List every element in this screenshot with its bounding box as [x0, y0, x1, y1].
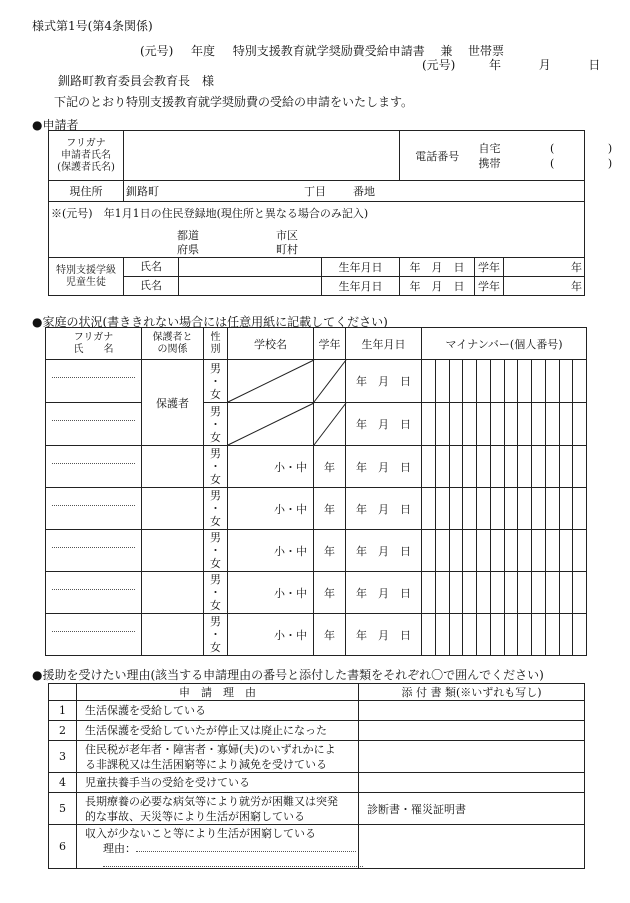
- mynumber-digit-cell[interactable]: [573, 572, 587, 614]
- family-school-field[interactable]: 小・中: [228, 488, 314, 530]
- mynumber-digit-cell[interactable]: [490, 403, 504, 446]
- mynumber-digit-cell[interactable]: [504, 614, 518, 656]
- mynumber-digit-cell[interactable]: [477, 446, 491, 488]
- applicant-name-label: フリガナ 申請者氏名 (保護者氏名): [49, 131, 124, 181]
- family-birth-field[interactable]: 年 月 日: [346, 403, 422, 446]
- mynumber-digit-cell[interactable]: [463, 530, 477, 572]
- student2-birth-label: 生年月日: [322, 277, 400, 296]
- mynumber-digit-cell[interactable]: [435, 360, 449, 403]
- family-member-name-field[interactable]: [46, 446, 142, 488]
- reason-docs[interactable]: 診断書・罹災証明書: [359, 793, 585, 825]
- family-member-name-field[interactable]: [46, 572, 142, 614]
- title-ken: 兼: [440, 44, 453, 58]
- title-era: (元号): [140, 44, 174, 58]
- reason-number[interactable]: 2: [49, 721, 77, 741]
- mynumber-digit-cell[interactable]: [559, 403, 573, 446]
- mynumber-digit-cell[interactable]: [435, 530, 449, 572]
- family-header-name: フリガナ 氏 名: [46, 328, 142, 360]
- family-school-na: [228, 360, 314, 403]
- family-grade-field[interactable]: 年: [314, 446, 346, 488]
- reason-docs[interactable]: [359, 721, 585, 741]
- family-member-name-field[interactable]: [46, 360, 142, 403]
- mynumber-digit-cell[interactable]: [518, 572, 532, 614]
- family-birth-field[interactable]: 年 月 日: [346, 530, 422, 572]
- reason-row: [49, 721, 585, 741]
- family-school-field[interactable]: 小・中: [228, 446, 314, 488]
- applicant-name-field[interactable]: [124, 131, 400, 181]
- reason-number[interactable]: 4: [49, 773, 77, 793]
- home-phone-label: 自宅: [478, 141, 501, 155]
- mynumber-digit-cell[interactable]: [477, 488, 491, 530]
- mynumber-digit-cell[interactable]: [504, 530, 518, 572]
- reason-docs[interactable]: [359, 741, 585, 773]
- family-row: [46, 614, 587, 656]
- mynumber-digit-cell[interactable]: [518, 403, 532, 446]
- address-town: 釧路町: [126, 185, 159, 198]
- mynumber-digit-cell[interactable]: [504, 488, 518, 530]
- student1-grade-label: 学年: [475, 258, 504, 277]
- mynumber-digit-cell[interactable]: [559, 572, 573, 614]
- reason-number[interactable]: 6: [49, 825, 77, 869]
- family-relation-field[interactable]: [142, 614, 204, 656]
- mynumber-digit-cell[interactable]: [532, 614, 546, 656]
- reason-docs[interactable]: [359, 773, 585, 793]
- mynumber-digit-cell[interactable]: [532, 403, 546, 446]
- reason-row: [49, 793, 585, 825]
- date-year: 年: [489, 58, 502, 72]
- family-grade-field[interactable]: 年: [314, 530, 346, 572]
- mynumber-digit-cell[interactable]: [449, 572, 463, 614]
- mynumber-digit-cell[interactable]: [559, 360, 573, 403]
- mynumber-digit-cell[interactable]: [504, 572, 518, 614]
- reason-text: 生活保護を受給していたが停止又は廃止になった: [77, 721, 359, 741]
- mynumber-digit-cell[interactable]: [573, 360, 587, 403]
- student1-birth-field[interactable]: 年 月 日: [400, 258, 475, 277]
- date-day: 日: [588, 58, 601, 72]
- mynumber-digit-cell[interactable]: [573, 614, 587, 656]
- reasons-table: [48, 683, 585, 869]
- reason-row: [49, 773, 585, 793]
- mynumber-digit-cell[interactable]: [573, 488, 587, 530]
- family-sex-field[interactable]: 男 ・ 女: [204, 572, 228, 614]
- mynumber-digit-cell[interactable]: [422, 403, 436, 446]
- date-era: (元号): [422, 58, 456, 72]
- family-guardian-relation: 保護者: [142, 360, 204, 446]
- mynumber-digit-cell[interactable]: [545, 488, 559, 530]
- family-member-name-field[interactable]: [46, 614, 142, 656]
- family-header-birth: 生年月日: [346, 328, 422, 360]
- reasons-section-title: ●援助を受けたい理由(該当する申請理由の番号と添付した書類をそれぞれ〇で囲んでください): [32, 668, 544, 682]
- mynumber-digit-cell[interactable]: [435, 614, 449, 656]
- phone-field[interactable]: 自宅 ( ) 携帯 ( ): [475, 131, 585, 181]
- mynumber-digit-cell[interactable]: [463, 403, 477, 446]
- mynumber-digit-cell[interactable]: [532, 488, 546, 530]
- reason-header-reason: 申 請 理 由: [77, 684, 359, 701]
- reason-header-docs: 添 付 書 類(※いずれも写し): [359, 684, 585, 701]
- mynumber-digit-cell[interactable]: [559, 488, 573, 530]
- applicant-table: [48, 130, 613, 296]
- family-school-field[interactable]: 小・中: [228, 572, 314, 614]
- address-banchi: 番地: [353, 185, 375, 198]
- address-chome: 丁目: [304, 185, 326, 198]
- mynumber-digit-cell[interactable]: [518, 614, 532, 656]
- family-birth-field[interactable]: 年 月 日: [346, 614, 422, 656]
- family-sex-field[interactable]: 男 ・ 女: [204, 488, 228, 530]
- mynumber-digit-cell[interactable]: [449, 530, 463, 572]
- family-header-relation: 保護者と の関係: [142, 328, 204, 360]
- mynumber-digit-cell[interactable]: [477, 403, 491, 446]
- mynumber-digit-cell[interactable]: [477, 530, 491, 572]
- mynumber-digit-cell[interactable]: [504, 360, 518, 403]
- mynumber-digit-cell[interactable]: [532, 446, 546, 488]
- mynumber-digit-cell[interactable]: [422, 446, 436, 488]
- addressee: 釧路町教育委員会教育長 様: [58, 74, 215, 88]
- mynumber-digit-cell[interactable]: [545, 446, 559, 488]
- mynumber-digit-cell[interactable]: [449, 446, 463, 488]
- family-header-grade: 学年: [314, 328, 346, 360]
- student-label: 特別支援学級 児童生徒: [49, 258, 124, 296]
- registered-address-note: ※(元号) 年1月1日の住民登録地(現住所と異なる場合のみ記入): [51, 207, 369, 220]
- family-sex-field[interactable]: 男 ・ 女: [204, 446, 228, 488]
- application-date: [422, 56, 600, 73]
- student2-grade-label: 学年: [475, 277, 504, 296]
- mynumber-digit-cell[interactable]: [532, 360, 546, 403]
- family-grade-field[interactable]: 年: [314, 572, 346, 614]
- family-row: [46, 360, 587, 403]
- family-member-name-field[interactable]: [46, 530, 142, 572]
- student2-grade-field[interactable]: 年: [504, 277, 585, 296]
- family-birth-field[interactable]: 年 月 日: [346, 446, 422, 488]
- address-label: 現住所: [49, 181, 124, 202]
- family-grade-field[interactable]: 年: [314, 488, 346, 530]
- family-birth-field[interactable]: 年 月 日: [346, 572, 422, 614]
- family-sex-field[interactable]: 男 ・ 女: [204, 403, 228, 446]
- mynumber-digit-cell[interactable]: [490, 530, 504, 572]
- mynumber-digit-cell[interactable]: [518, 488, 532, 530]
- mynumber-digit-cell[interactable]: [545, 403, 559, 446]
- reason-row: [49, 825, 585, 869]
- reason-text: 児童扶養手当の受給を受けている: [77, 773, 359, 793]
- family-section-title: ●家庭の状況(書ききれない場合には任意用紙に記載してください): [32, 315, 388, 329]
- student1-grade-field[interactable]: 年: [504, 258, 585, 277]
- mynumber-digit-cell[interactable]: [490, 446, 504, 488]
- mynumber-digit-cell[interactable]: [435, 572, 449, 614]
- title-name: 特別支援教育就学奨励費受給申請書: [232, 44, 425, 58]
- mynumber-digit-cell[interactable]: [545, 572, 559, 614]
- family-grade-na: [314, 403, 346, 446]
- address-field[interactable]: [124, 181, 585, 202]
- family-row: [46, 572, 587, 614]
- mynumber-digit-cell[interactable]: [545, 530, 559, 572]
- reason-text: 長期療養の必要な病気等により就労が困難又は突発 的な事故、天災等により生活が困窮している: [77, 793, 359, 825]
- family-sex-field[interactable]: 男 ・ 女: [204, 530, 228, 572]
- reason-docs[interactable]: [359, 825, 585, 869]
- mynumber-digit-cell[interactable]: [477, 572, 491, 614]
- family-header-mynumber: マイナンバー(個人番号): [422, 328, 587, 360]
- mynumber-digit-cell[interactable]: [490, 488, 504, 530]
- family-sex-field[interactable]: 男 ・ 女: [204, 360, 228, 403]
- reason-text: 収入が少ないこと等により生活が困窮している 理由：: [77, 825, 359, 869]
- family-member-name-field[interactable]: [46, 403, 142, 446]
- mynumber-digit-cell[interactable]: [422, 360, 436, 403]
- mynumber-digit-cell[interactable]: [573, 446, 587, 488]
- applicant-section-title: ●申請者: [32, 118, 79, 132]
- mynumber-digit-cell[interactable]: [573, 530, 587, 572]
- mynumber-digit-cell[interactable]: [463, 488, 477, 530]
- date-month: 月: [538, 58, 551, 72]
- mynumber-digit-cell[interactable]: [490, 614, 504, 656]
- reason-text: 住民税が老年者・障害者・寡婦(夫)のいずれかによ る非課税又は生活困窮等により減免を受けている: [77, 741, 359, 773]
- reason-row: [49, 701, 585, 721]
- reason-text: 生活保護を受給している: [77, 701, 359, 721]
- mynumber-digit-cell[interactable]: [463, 614, 477, 656]
- student1-birth-label: 生年月日: [322, 258, 400, 277]
- family-row: [46, 530, 587, 572]
- reason-docs[interactable]: [359, 701, 585, 721]
- mynumber-digit-cell[interactable]: [559, 446, 573, 488]
- family-relation-field[interactable]: [142, 488, 204, 530]
- mynumber-digit-cell[interactable]: [435, 403, 449, 446]
- family-row: [46, 446, 587, 488]
- mynumber-digit-cell[interactable]: [490, 360, 504, 403]
- mynumber-digit-cell[interactable]: [477, 360, 491, 403]
- mynumber-digit-cell[interactable]: [463, 572, 477, 614]
- mynumber-digit-cell[interactable]: [435, 446, 449, 488]
- mynumber-digit-cell[interactable]: [435, 488, 449, 530]
- family-row: [46, 488, 587, 530]
- reason-number[interactable]: 1: [49, 701, 77, 721]
- student2-name-field[interactable]: 氏名: [124, 277, 322, 296]
- family-birth-field[interactable]: 年 月 日: [346, 360, 422, 403]
- mynumber-digit-cell[interactable]: [422, 614, 436, 656]
- student2-birth-field[interactable]: 年 月 日: [400, 277, 475, 296]
- mynumber-digit-cell[interactable]: [449, 614, 463, 656]
- reason-header-no: [49, 684, 77, 701]
- mynumber-digit-cell[interactable]: [422, 572, 436, 614]
- family-header-school: 学校名: [228, 328, 314, 360]
- family-row: [46, 403, 587, 446]
- family-member-name-field[interactable]: [46, 488, 142, 530]
- mynumber-digit-cell[interactable]: [463, 446, 477, 488]
- form-number: 様式第1号(第4条関係): [32, 19, 153, 33]
- family-school-na: [228, 403, 314, 446]
- mynumber-digit-cell[interactable]: [422, 530, 436, 572]
- mynumber-digit-cell[interactable]: [449, 360, 463, 403]
- title-year: 年度: [191, 44, 216, 58]
- family-grade-field[interactable]: 年: [314, 614, 346, 656]
- mynumber-digit-cell[interactable]: [504, 446, 518, 488]
- mynumber-digit-cell[interactable]: [559, 530, 573, 572]
- reason-number[interactable]: 3: [49, 741, 77, 773]
- family-table: [45, 327, 587, 656]
- mynumber-digit-cell[interactable]: [477, 614, 491, 656]
- family-relation-field[interactable]: [142, 446, 204, 488]
- phone-label: 電話番号: [400, 131, 475, 181]
- family-school-field[interactable]: 小・中: [228, 614, 314, 656]
- mynumber-digit-cell[interactable]: [518, 530, 532, 572]
- family-sex-field[interactable]: 男 ・ 女: [204, 614, 228, 656]
- mynumber-digit-cell[interactable]: [449, 403, 463, 446]
- mynumber-digit-cell[interactable]: [532, 530, 546, 572]
- family-header-sex: 性 別: [204, 328, 228, 360]
- family-relation-field[interactable]: [142, 530, 204, 572]
- mynumber-digit-cell[interactable]: [490, 572, 504, 614]
- mynumber-digit-cell[interactable]: [532, 572, 546, 614]
- registered-address-field[interactable]: ※(元号) 年1月1日の住民登録地(現住所と異なる場合のみ記入) 都道 府県 市区 町村: [49, 202, 585, 258]
- mynumber-digit-cell[interactable]: [518, 446, 532, 488]
- mobile-phone-label: 携帯: [478, 156, 501, 170]
- mynumber-digit-cell[interactable]: [545, 360, 559, 403]
- mynumber-digit-cell[interactable]: [422, 488, 436, 530]
- mynumber-digit-cell[interactable]: [463, 360, 477, 403]
- mynumber-digit-cell[interactable]: [518, 360, 532, 403]
- mynumber-digit-cell[interactable]: [545, 614, 559, 656]
- mynumber-digit-cell[interactable]: [504, 403, 518, 446]
- student1-name-field[interactable]: 氏名: [124, 258, 322, 277]
- family-relation-field[interactable]: [142, 572, 204, 614]
- reason-number[interactable]: 5: [49, 793, 77, 825]
- title-setai: 世帯票: [468, 44, 505, 58]
- reason-row: [49, 741, 585, 773]
- mynumber-digit-cell[interactable]: [449, 488, 463, 530]
- intro-text: 下記のとおり特別支援教育就学奨励費の受給の申請をいたします。: [54, 95, 414, 109]
- family-birth-field[interactable]: 年 月 日: [346, 488, 422, 530]
- family-grade-na: [314, 360, 346, 403]
- family-school-field[interactable]: 小・中: [228, 530, 314, 572]
- mynumber-digit-cell[interactable]: [559, 614, 573, 656]
- mynumber-digit-cell[interactable]: [573, 403, 587, 446]
